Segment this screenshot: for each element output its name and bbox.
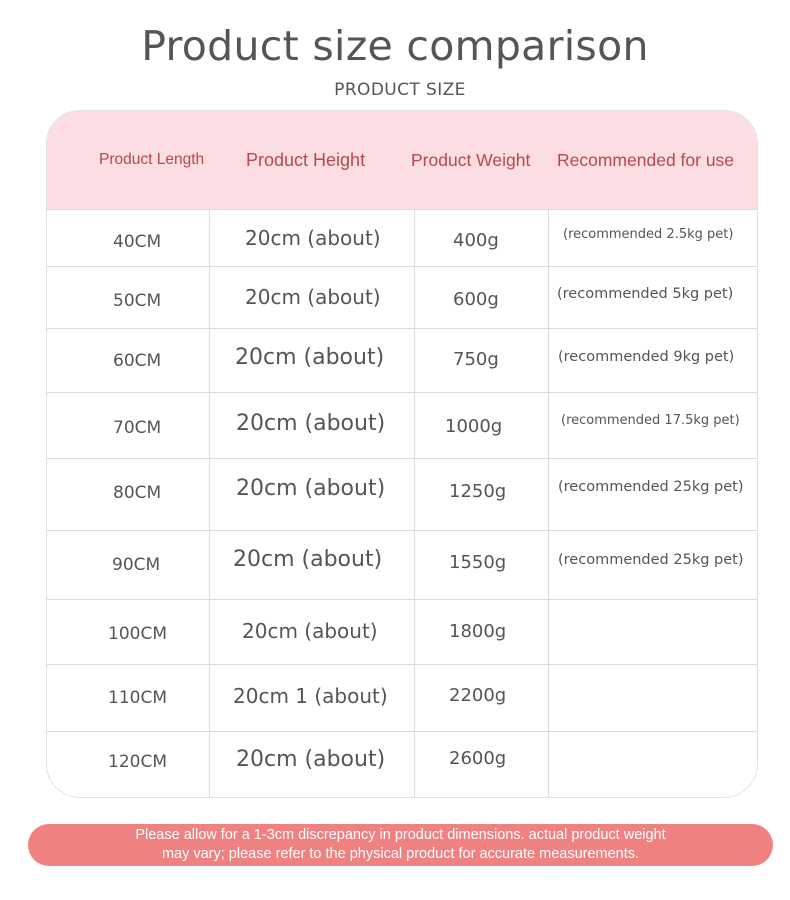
cell-recommended: (recommended 2.5kg pet)	[563, 227, 734, 242]
cell-height: 20cm (about)	[236, 747, 386, 772]
cell-length: 90CM	[112, 555, 161, 575]
cell-height: 20cm (about)	[233, 547, 383, 572]
table-row	[47, 209, 757, 267]
table-row	[47, 731, 757, 798]
cell-weight: 1000g	[445, 416, 503, 437]
header-product-length: Product Length	[99, 151, 205, 168]
cell-height: 20cm (about)	[245, 285, 381, 309]
cell-length: 40CM	[113, 232, 162, 252]
page-subtitle: PRODUCT SIZE	[334, 80, 466, 100]
cell-height: 20cm (about)	[235, 345, 385, 370]
disclaimer-banner	[28, 824, 773, 866]
cell-height: 20cm (about)	[242, 619, 378, 643]
header-product-height: Product Height	[246, 150, 366, 170]
table-row	[47, 530, 757, 600]
table-row	[47, 392, 757, 459]
table-row	[47, 664, 757, 732]
cell-length: 80CM	[113, 483, 162, 503]
table-row	[47, 328, 757, 393]
cell-weight: 2600g	[449, 748, 507, 769]
header-recommended: Recommended for use	[557, 150, 735, 170]
cell-length: 110CM	[108, 688, 167, 708]
disclaimer-line-2: may vary; please refer to the physical product for accurate measurements.	[161, 846, 640, 862]
cell-recommended: (recommended 25kg pet)	[558, 479, 744, 495]
cell-height: 20cm (about)	[245, 226, 381, 250]
disclaimer-line-1: Please allow for a 1-3cm discrepancy in product dimensions. actual product weight	[135, 827, 666, 843]
header-product-weight: Product Weight	[411, 150, 531, 170]
size-table	[46, 110, 758, 798]
table-row	[47, 458, 757, 531]
cell-length: 60CM	[113, 351, 162, 371]
cell-weight: 400g	[453, 230, 499, 251]
cell-recommended: (recommended 25kg pet)	[558, 552, 744, 568]
cell-length: 50CM	[113, 291, 162, 311]
table-row	[47, 266, 757, 329]
page-title: Product size comparison	[141, 22, 649, 70]
cell-height: 20cm (about)	[236, 411, 386, 436]
cell-weight: 2200g	[449, 685, 507, 706]
cell-weight: 1550g	[449, 552, 507, 573]
cell-recommended: (recommended 17.5kg pet)	[561, 413, 740, 428]
table-header	[47, 111, 757, 209]
cell-length: 120CM	[108, 752, 167, 772]
cell-recommended: (recommended 9kg pet)	[558, 349, 735, 365]
cell-weight: 1250g	[449, 481, 507, 502]
cell-length: 100CM	[108, 624, 167, 644]
table-row	[47, 599, 757, 665]
cell-recommended: (recommended 5kg pet)	[557, 286, 734, 302]
cell-height: 20cm 1 (about)	[233, 684, 388, 708]
cell-height: 20cm (about)	[236, 476, 386, 501]
cell-weight: 1800g	[449, 621, 507, 642]
cell-weight: 750g	[453, 349, 499, 370]
cell-weight: 600g	[453, 289, 499, 310]
cell-length: 70CM	[113, 418, 162, 438]
